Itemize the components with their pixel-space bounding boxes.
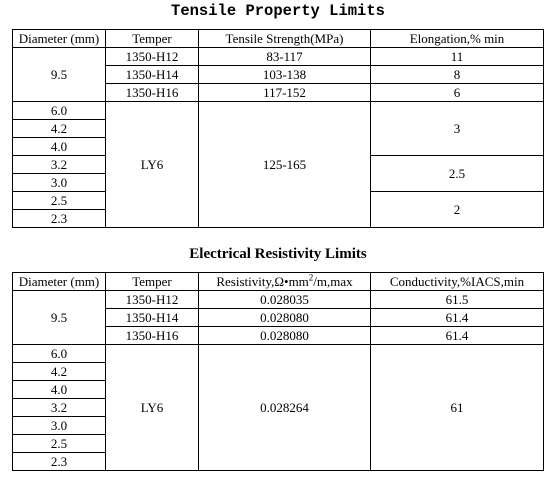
diameter-cell: 4.2 [13,363,106,381]
elongation-cell: 6 [371,84,544,102]
header-diameter: Diameter (mm) [13,30,106,48]
resistivity-cell: 0.028035 [199,291,371,309]
temper-cell: 1350-H12 [106,48,199,66]
header-resistivity [199,273,371,291]
diameter-cell: 3.2 [13,156,106,174]
header-tensile-strength: Tensile Strength(MPa) [199,30,371,48]
strength-cell: 125-165 [199,102,371,228]
temper-cell: LY6 [106,345,199,471]
temper-cell: 1350-H14 [106,66,199,84]
table-row [13,291,544,309]
diameter-cell: 2.5 [13,435,106,453]
conductivity-cell: 61 [371,345,544,471]
tensile-table-title: Tensile Property Limits [171,2,385,20]
diameter-cell: 6.0 [13,102,106,120]
elongation-cell: 2 [371,192,544,228]
electrical-resistivity-table [12,272,544,471]
strength-cell: 117-152 [199,84,371,102]
header-conductivity: Conductivity,%IACS,min [371,273,544,291]
header-temper: Temper [106,273,199,291]
table-row [13,102,544,120]
temper-cell: 1350-H16 [106,327,199,345]
table-row [13,48,544,66]
diameter-cell: 4.0 [13,138,106,156]
temper-cell: 1350-H14 [106,309,199,327]
diameter-cell: 3.2 [13,399,106,417]
elongation-cell: 8 [371,66,544,84]
diameter-cell: 4.2 [13,120,106,138]
elongation-cell: 3 [371,102,544,156]
diameter-cell: 9.5 [13,291,106,345]
table-row [13,345,544,363]
table-header-row [13,30,544,48]
diameter-cell: 2.5 [13,192,106,210]
resistivity-cell: 0.028080 [199,327,371,345]
resistivity-exponent: 2 [308,272,314,283]
tensile-property-table [12,29,544,228]
conductivity-cell: 61.4 [371,309,544,327]
diameter-cell: 3.0 [13,174,106,192]
strength-cell: 83-117 [199,48,371,66]
conductivity-cell: 61.5 [371,291,544,309]
diameter-cell: 3.0 [13,417,106,435]
header-elongation: Elongation,% min [371,30,544,48]
elongation-cell: 11 [371,48,544,66]
diameter-cell: 2.3 [13,210,106,228]
conductivity-cell: 61.4 [371,327,544,345]
strength-cell: 103-138 [199,66,371,84]
resistivity-label: Resistivity,Ω•mm [216,273,309,289]
diameter-cell: 4.0 [13,381,106,399]
resistivity-cell: 0.028264 [199,345,371,471]
diameter-cell: 9.5 [13,48,106,102]
header-temper: Temper [106,30,199,48]
resistivity-cell: 0.028080 [199,309,371,327]
table-header-row [13,273,544,291]
diameter-cell: 6.0 [13,345,106,363]
temper-cell: 1350-H12 [106,291,199,309]
resistivity-unit: /m,max [313,273,353,289]
diameter-cell: 2.3 [13,453,106,471]
header-diameter: Diameter (mm) [13,273,106,291]
elongation-cell: 2.5 [371,156,544,192]
temper-cell: 1350-H16 [106,84,199,102]
temper-cell: LY6 [106,102,199,228]
resistivity-table-title: Electrical Resistivity Limits [189,246,367,262]
